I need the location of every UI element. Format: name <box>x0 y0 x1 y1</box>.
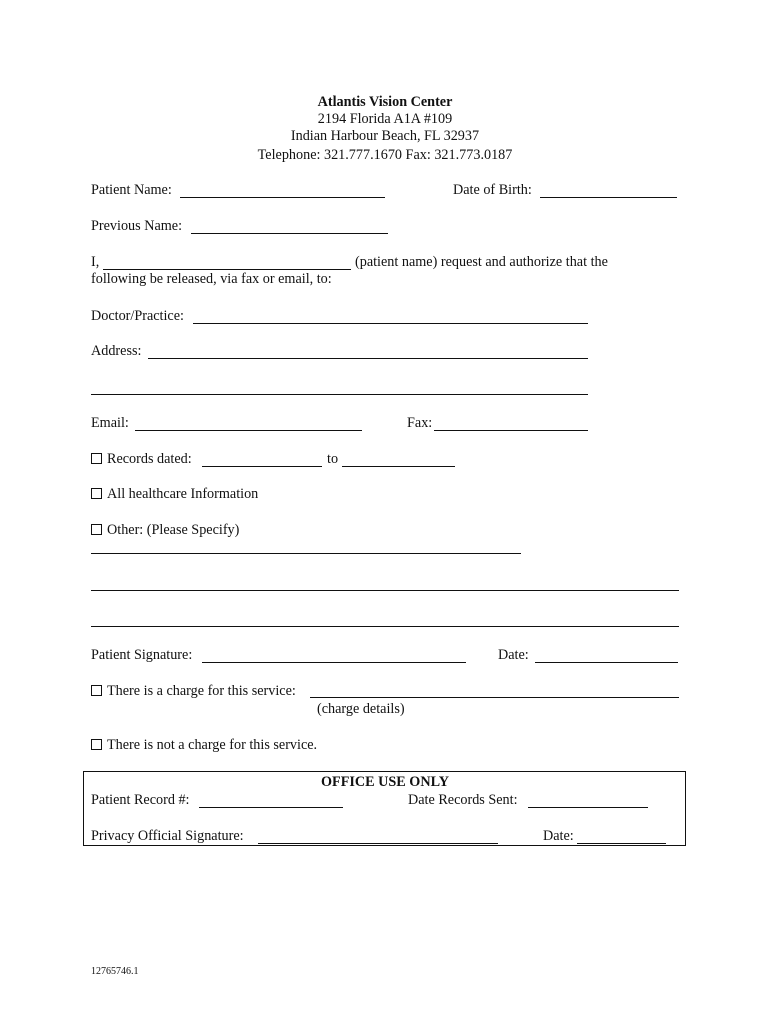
practice-address-line2: Indian Harbour Beach, FL 32937 <box>290 128 480 144</box>
practice-phone-fax: Telephone: 321.777.1670 Fax: 321.773.0187 <box>257 147 513 163</box>
dob-label: Date of Birth: <box>453 182 532 198</box>
address-field[interactable] <box>148 358 588 359</box>
records-sent-label: Date Records Sent: <box>408 792 518 808</box>
records-dated-checkbox[interactable] <box>91 453 102 464</box>
privacy-signature-field[interactable] <box>258 843 498 844</box>
fax-field[interactable] <box>434 430 588 431</box>
auth-statement: (patient name) request and authorize that the <box>355 254 608 270</box>
fax-label: Fax: <box>407 415 433 431</box>
other-specify-field[interactable] <box>91 553 521 554</box>
patient-record-label: Patient Record #: <box>91 792 190 808</box>
document-id: 12765746.1 <box>91 966 139 977</box>
email-label: Email: <box>91 415 129 431</box>
address-field-line2[interactable] <box>91 394 588 395</box>
charge-checkbox[interactable] <box>91 685 102 696</box>
records-to-label: to <box>327 451 339 467</box>
charge-details-field[interactable] <box>310 697 679 698</box>
practice-address-line1: 2194 Florida A1A #109 <box>317 111 453 127</box>
no-charge-label: There is not a charge for this service. <box>107 737 318 753</box>
previous-name-label: Previous Name: <box>91 218 183 234</box>
privacy-signature-label: Privacy Official Signature: <box>91 828 244 844</box>
email-field[interactable] <box>135 430 362 431</box>
records-from-field[interactable] <box>202 466 322 467</box>
charge-details-caption: (charge details) <box>317 701 405 717</box>
all-healthcare-checkbox[interactable] <box>91 488 102 499</box>
office-use-title: OFFICE USE ONLY <box>321 774 449 790</box>
other-specify-field-line3[interactable] <box>91 626 679 627</box>
patient-name-label: Patient Name: <box>91 182 172 198</box>
office-date-field[interactable] <box>577 843 666 844</box>
auth-prefix: I, <box>91 254 100 270</box>
all-healthcare-label: All healthcare Information <box>107 486 259 502</box>
records-to-field[interactable] <box>342 466 455 467</box>
patient-signature-field[interactable] <box>202 662 466 663</box>
charge-label: There is a charge for this service: <box>107 683 296 699</box>
patient-name-field[interactable] <box>180 197 385 198</box>
auth-statement-line2: following be released, via fax or email, to: <box>91 271 332 287</box>
no-charge-checkbox[interactable] <box>91 739 102 750</box>
doctor-practice-field[interactable] <box>193 323 588 324</box>
previous-name-field[interactable] <box>191 233 388 234</box>
address-label: Address: <box>91 343 142 359</box>
other-specify-field-line2[interactable] <box>91 590 679 591</box>
auth-patient-name-field[interactable] <box>103 269 351 270</box>
patient-record-field[interactable] <box>199 807 343 808</box>
other-checkbox[interactable] <box>91 524 102 535</box>
doctor-practice-label: Doctor/Practice: <box>91 308 184 324</box>
signature-date-label: Date: <box>498 647 529 663</box>
records-dated-label: Records dated: <box>107 451 192 467</box>
office-date-label: Date: <box>543 828 574 844</box>
dob-field[interactable] <box>540 197 677 198</box>
signature-date-field[interactable] <box>535 662 678 663</box>
patient-signature-label: Patient Signature: <box>91 647 193 663</box>
records-sent-field[interactable] <box>528 807 648 808</box>
practice-name: Atlantis Vision Center <box>317 94 453 110</box>
other-label: Other: (Please Specify) <box>107 522 240 538</box>
